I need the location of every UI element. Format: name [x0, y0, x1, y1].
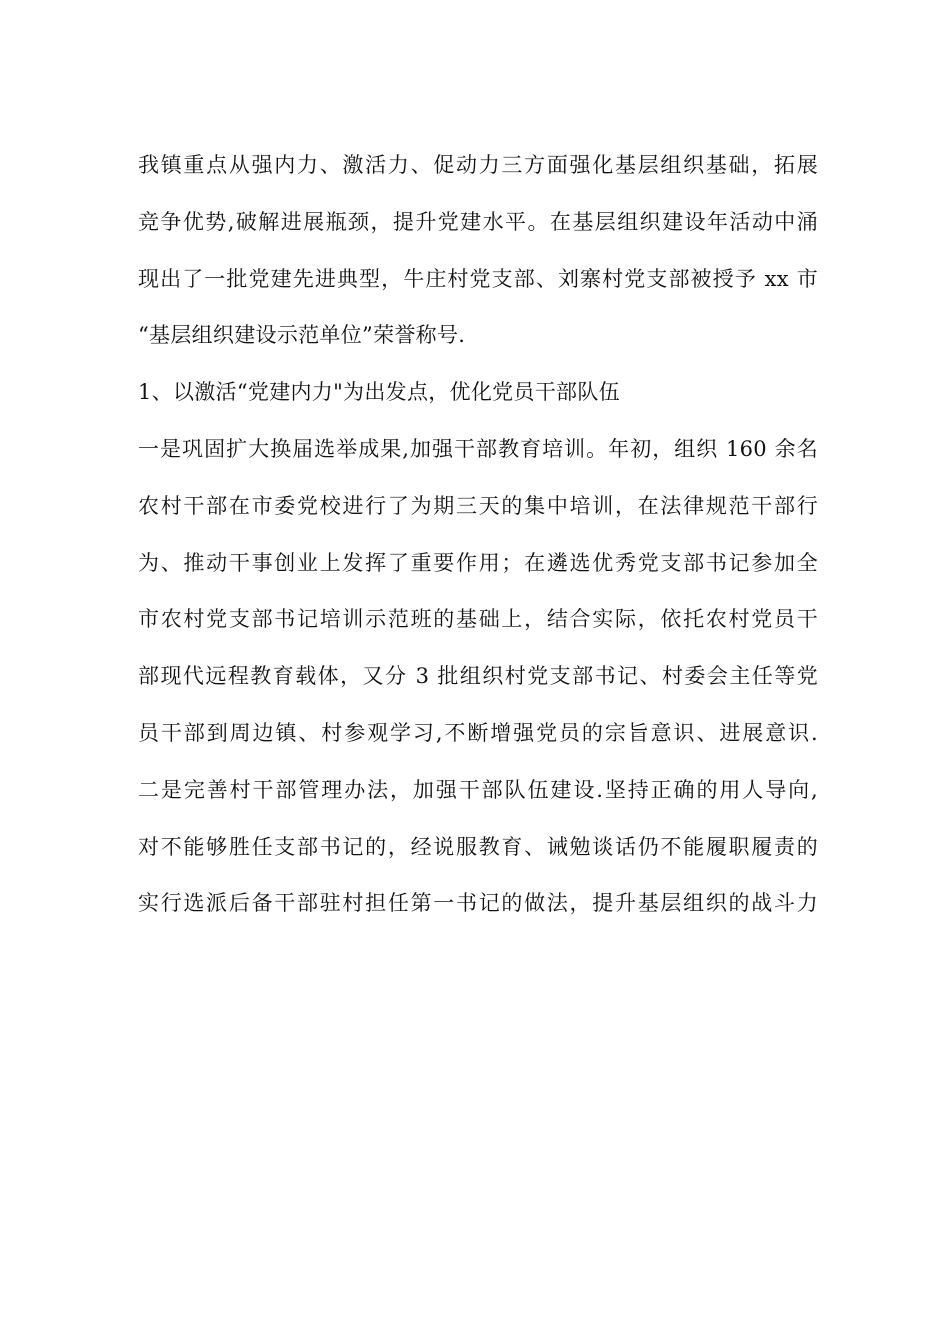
text-line: 市农村党支部书记培训示范班的基础上，结合实际，依托农村党员干 — [138, 607, 818, 632]
text-line: 现出了一批党建先进典型，牛庄村党支部、刘寨村党支部被授予 xx 市 — [138, 266, 818, 291]
text-line: 对不能够胜任支部书记的，经说服教育、诫勉谈话仍不能履职履责的 — [138, 834, 818, 859]
text-line: 员干部到周边镇、村参观学习,不断增强党员的宗旨意识、进展意识. — [138, 720, 818, 745]
text-line: 为、推动干事创业上发挥了重要作用；在遴选优秀党支部书记参加全 — [138, 550, 818, 575]
text-line: 二是完善村干部管理办法，加强干部队伍建设.坚持正确的用人导向, — [138, 777, 818, 802]
text-line: 我镇重点从强内力、激活力、促动力三方面强化基层组织基础，拓展 — [138, 153, 818, 177]
text-line: 竞争优势,破解进展瓶颈，提升党建水平。在基层组织建设年活动中涌 — [138, 209, 818, 234]
text-line: 农村干部在市委党校进行了为期三天的集中培训，在法律规范干部行 — [138, 493, 818, 518]
text-line: 部现代远程教育载体，又分 3 批组织村党支部书记、村委会主任等党 — [138, 664, 818, 689]
text-line: “基层组织建设示范单位”荣誉称号. — [138, 323, 466, 348]
body-text — [138, 142, 818, 937]
text-line: 实行选派后备干部驻村担任第一书记的做法，提升基层组织的战斗力 — [138, 891, 818, 916]
section-heading: 1、以激活“党建内力"为出发点，优化党员干部队伍 — [138, 380, 620, 405]
text-line: 一是巩固扩大换届选举成果,加强干部教育培训。年初，组织 160 余名 — [138, 436, 818, 461]
